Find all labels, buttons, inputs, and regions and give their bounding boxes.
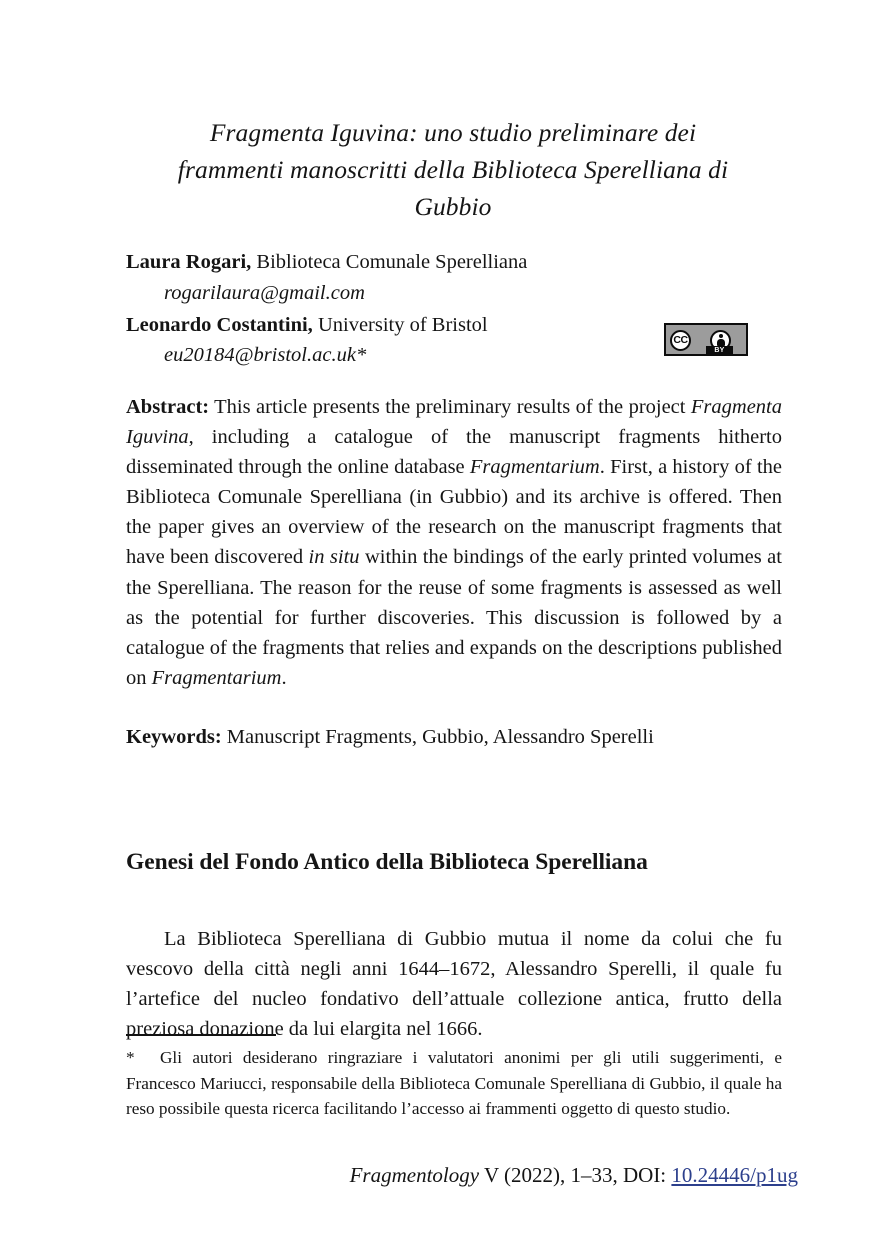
keywords-label: Keywords: (126, 726, 222, 748)
author-entry (126, 247, 780, 308)
author-email[interactable]: rogarilaura@gmail.com (164, 281, 365, 304)
author-email[interactable]: eu20184@bristol.ac.uk* (164, 344, 367, 366)
journal-name: Fragmentology (349, 1163, 480, 1187)
abstract-text-run: within the bindings of the early printed volumes at the Sperelliana. The reason for the reuse of some fragments is assessed as well as the potential for further discoveries. This discussion is followed by a catalogue of the fragments that relies and expands on the descriptions published on (126, 546, 782, 689)
abstract-text-run: , including a catalogue of the manuscript fragments hitherto disseminated through the online database (126, 426, 782, 479)
title-line-2: frammenti manoscritti della Biblioteca Sperelliana di (177, 155, 729, 184)
author-name: Leonardo Costantini, (126, 313, 313, 336)
page-footer (126, 1160, 798, 1190)
citation-info: V (2022), 1–33, DOI: (479, 1163, 672, 1187)
cc-by-label: BY (706, 346, 733, 356)
abstract-italic-run: in situ (308, 546, 360, 569)
author-name: Laura Rogari, (126, 251, 252, 273)
author-affiliation: Biblioteca Comunale Sperelliana (256, 251, 528, 273)
cc-by-license-icon[interactable] (664, 323, 748, 356)
person-glyph (715, 334, 726, 347)
title-line-3: Gubbio (414, 192, 492, 221)
person-head (719, 334, 723, 338)
abstract-paragraph (126, 392, 782, 693)
keywords-value: Manuscript Fragments, Gubbio, Alessandro Sperelli (221, 726, 654, 748)
abstract-text-run: . First, a history of the Biblioteca Comunale Sperelliana (in Gubbio) and its archive is offered. Then the paper gives an overview of the research on the manuscript fragments that have been discovered (126, 456, 782, 569)
abstract-label: Abstract: (126, 396, 210, 418)
abstract-body (126, 396, 782, 689)
abstract-italic-run: Fragmentarium (151, 666, 282, 689)
footnote (126, 1045, 782, 1122)
footnote-marker: * (126, 1048, 135, 1067)
abstract-text-run: This article presents the preliminary results of the project (209, 396, 691, 418)
keywords-line (126, 722, 782, 752)
abstract-text-run: . (281, 666, 287, 689)
abstract-italic-run: Fragmentarium (469, 456, 600, 479)
author-line (126, 247, 780, 278)
section-heading: Genesi del Fondo Antico della Biblioteca Sperelliana (126, 848, 648, 875)
author-affiliation: University of Bristol (317, 313, 488, 336)
body-paragraph: La Biblioteca Sperelliana di Gubbio mutua il nome da colui che fu vescovo della città negli anni 1644–1672, Alessandro Sperelli, il quale fu l’artefice del nucleo fondativo dell’attuale collezione antica, frutto della preziosa donazione da lui elargita nel 1666. (126, 927, 782, 1041)
abstract-italic-run: Fragmenta Iguvina (126, 396, 782, 449)
cc-label: CC (673, 334, 688, 346)
page-title (126, 114, 780, 225)
cc-circle-icon (670, 330, 691, 351)
person-body (717, 339, 725, 346)
doi-link[interactable]: 10.24446/p1ug (671, 1163, 798, 1187)
footnote-text: Gli autori desiderano ringraziare i valutatori anonimi per gli utili suggerimenti, e Francesco Mariucci, responsabile della Biblioteca Comunale Sperelliana di Gubbio, il quale ha reso possibile questa ricerca facilitando l’accesso ai frammenti oggetto di questo studio. (126, 1048, 782, 1119)
footnote-separator (126, 1034, 276, 1036)
title-line-1: Fragmenta Iguvina: uno studio preliminare dei (209, 118, 697, 147)
